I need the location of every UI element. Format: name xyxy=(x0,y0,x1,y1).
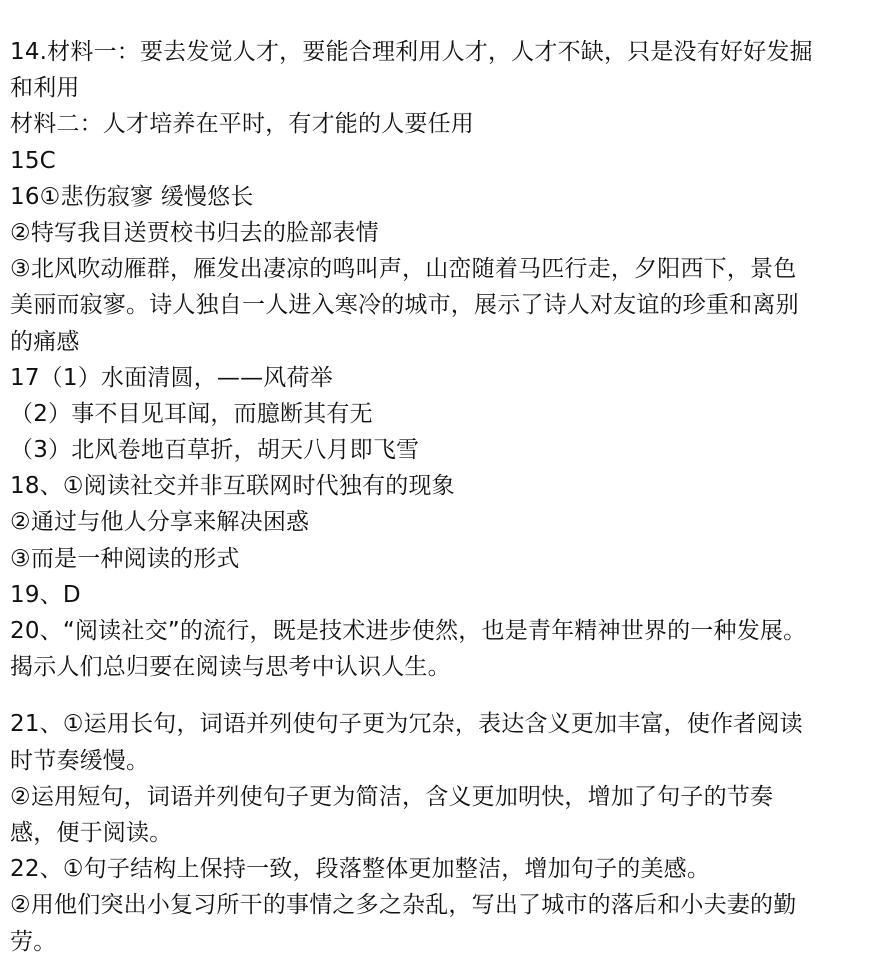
text-line: 21、①运用长句，词语并列使句子更为冗杂，表达含义更加丰富，使作者阅读 xyxy=(10,711,803,738)
text-line: 22、①句子结构上保持一致，段落整体更加整洁，增加句子的美感。 xyxy=(10,856,711,883)
text-line: 20、“阅读社交”的流行，既是技术进步使然，也是青年精神世界的一种发展。 xyxy=(10,618,807,644)
answer-document xyxy=(10,34,876,960)
text-line: ②运用短句，词语并列使句子更为简洁，含义更加明快，增加了句子的节奏 xyxy=(10,783,774,810)
text-line: ②特写我目送贾校书归去的脸部表情 xyxy=(10,219,379,246)
text-line: 感，便于阅读。 xyxy=(10,819,173,846)
text-line: 17（1）水面清圆，——风荷举 xyxy=(10,364,333,391)
text-line: ③而是一种阅读的形式 xyxy=(10,545,240,572)
text-line: 时节奏缓慢。 xyxy=(10,747,150,774)
text-line: 和利用 xyxy=(10,75,80,102)
text-line: 材料二：人才培养在平时，有才能的人要任用 xyxy=(10,111,474,138)
paragraph-gap xyxy=(10,685,876,706)
text-line: 14.材料一：要去发觉人才，要能合理利用人才，人才不缺，只是没有好好发掘 xyxy=(10,39,813,65)
text-line: 的痛感 xyxy=(10,328,80,355)
text-line: （3）北风卷地百草折，胡天八月即飞雪 xyxy=(10,437,420,464)
text-line: ③北风吹动雁群，雁发出凄凉的鸣叫声，山峦随着马匹行走，夕阳西下，景色 xyxy=(10,256,797,283)
text-line: 15C xyxy=(10,147,56,174)
text-line: 揭示人们总归要在阅读与思考中认识人生。 xyxy=(10,654,451,681)
text-line: ②通过与他人分享来解决困惑 xyxy=(10,509,310,536)
text-line: 19、D xyxy=(10,581,81,608)
text-line: 18、①阅读社交并非互联网时代独有的现象 xyxy=(10,473,455,500)
text-line: （2）事不目见耳闻，而臆断其有无 xyxy=(10,400,373,427)
text-line: 16①悲伤寂寥 缓慢悠长 xyxy=(10,183,254,210)
text-line: ②用他们突出小复习所干的事情之多之杂乱，写出了城市的落后和小夫妻的勤 xyxy=(10,892,797,919)
text-line: 劳。 xyxy=(10,928,57,955)
text-line: 美丽而寂寥。诗人独自一人进入寒冷的城市，展示了诗人对友谊的珍重和离别 xyxy=(10,292,799,319)
